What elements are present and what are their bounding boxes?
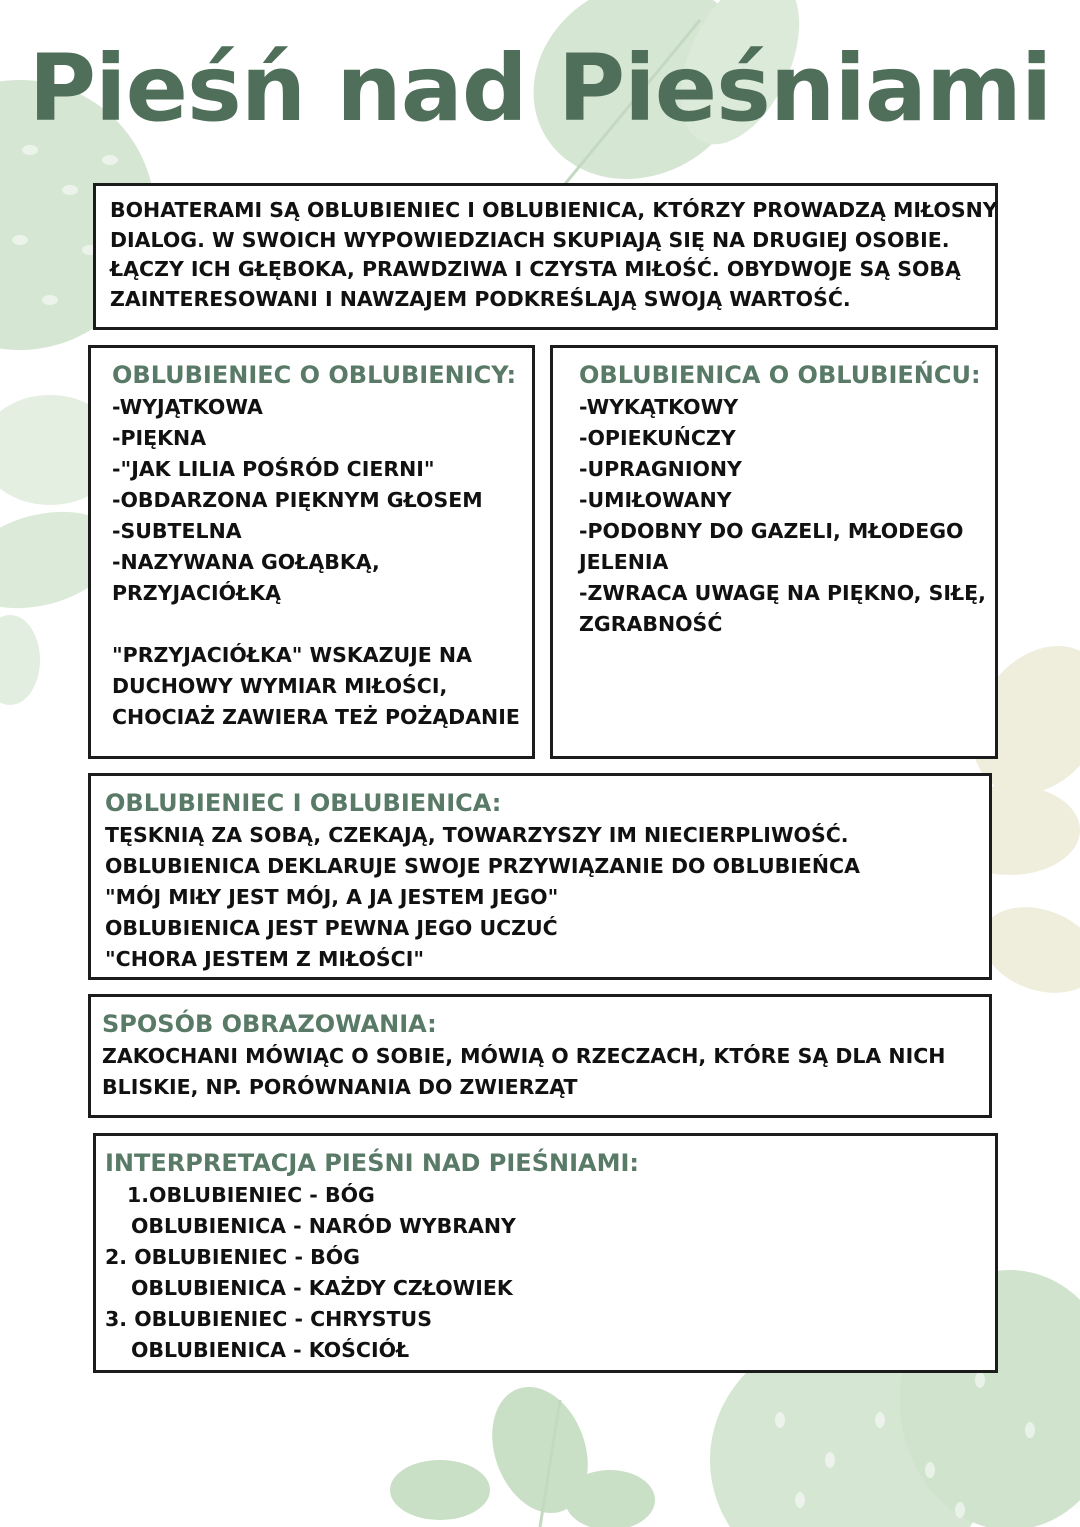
- list-item: -WYKĄTKOWY: [579, 395, 739, 419]
- text-line: TĘSKNIĄ ZA SOBĄ, CZEKAJĄ, TOWARZYSZY IM NIECIERPLIWOŚĆ.: [105, 823, 849, 847]
- interpretation-line: OBLUBIENICA - KOŚCIÓŁ: [131, 1338, 410, 1362]
- list-item: -PIĘKNA: [112, 426, 207, 450]
- intro-line: BOHATERAMI SĄ OBLUBIENIEC I OBLUBIENICA, KTÓRZY PROWADZĄ MIŁOSNY: [110, 198, 998, 222]
- list-item: -UMIŁOWANY: [579, 488, 732, 512]
- intro-line: ŁĄCZY ICH GŁĘBOKA, PRAWDZIWA I CZYSTA MIŁOŚĆ. OBYDWOJE SĄ SOBĄ: [110, 257, 961, 281]
- interpretation-line: 1.OBLUBIENIEC - BÓG: [127, 1183, 375, 1207]
- interpretation-line: 2. OBLUBIENIEC - BÓG: [105, 1245, 360, 1269]
- list-item: -NAZYWANA GOŁĄBKĄ,: [112, 550, 380, 574]
- oblubieniec-i-oblubienica-box: [88, 773, 992, 980]
- list-item: -OPIEKUŃCZY: [579, 426, 736, 450]
- intro-line: ZAINTERESOWANI I NAWZAJEM PODKREŚLAJĄ SWOJĄ WARTOŚĆ.: [110, 286, 851, 311]
- text-line: "MÓJ MIŁY JEST MÓJ, A JA JESTEM JEGO": [105, 885, 559, 909]
- list-item: -"JAK LILIA POŚRÓD CIERNI": [112, 457, 435, 481]
- list-item: -PODOBNY DO GAZELI, MŁODEGO: [579, 519, 964, 543]
- leaf-shape: [390, 1460, 490, 1520]
- list-item: -UPRAGNIONY: [579, 457, 742, 481]
- interpretation-line: OBLUBIENICA - KAŻDY CZŁOWIEK: [131, 1276, 513, 1300]
- sposob-obrazowania-box: [88, 994, 992, 1118]
- section-heading: OBLUBIENIEC O OBLUBIENICY:: [112, 361, 517, 389]
- page-title: Pieśń nad Pieśniami: [28, 35, 1052, 142]
- section-heading: SPOSÓB OBRAZOWANIA:: [102, 1010, 437, 1038]
- interpretation-line: 3. OBLUBIENIEC - CHRYSTUS: [105, 1307, 432, 1331]
- list-item: ZGRABNOŚĆ: [579, 612, 723, 636]
- text-line: "CHORA JESTEM Z MIŁOŚCI": [105, 947, 425, 971]
- section-heading: INTERPRETACJA PIEŚNI NAD PIEŚNIAMI:: [105, 1149, 639, 1177]
- text-line: OBLUBIENICA DEKLARUJE SWOJE PRZYWIĄZANIE DO OBLUBIEŃCA: [105, 854, 860, 878]
- list-item: PRZYJACIÓŁKĄ: [112, 581, 282, 605]
- oblubieniec-box: [88, 345, 535, 759]
- intro-box: [93, 183, 998, 330]
- note-line: "PRZYJACIÓŁKA" WSKAZUJE NA: [112, 643, 472, 667]
- intro-line: DIALOG. W SWOICH WYPOWIEDZIACH SKUPIAJĄ SIĘ NA DRUGIEJ OSOBIE.: [110, 227, 950, 252]
- note-line: DUCHOWY WYMIAR MIŁOŚCI,: [112, 674, 448, 698]
- section-heading: OBLUBIENIEC I OBLUBIENICA:: [105, 789, 502, 817]
- oblubienica-box: [550, 345, 998, 759]
- list-item: -WYJĄTKOWA: [112, 395, 263, 419]
- interpretacja-box: [93, 1133, 998, 1373]
- text-line: ZAKOCHANI MÓWIĄC O SOBIE, MÓWIĄ O RZECZACH, KTÓRE SĄ DLA NICH: [102, 1044, 946, 1068]
- section-heading: OBLUBIENICA O OBLUBIEŃCU:: [579, 361, 981, 389]
- text-line: OBLUBIENICA JEST PEWNA JEGO UCZUĆ: [105, 916, 558, 940]
- note-line: CHOCIAŻ ZAWIERA TEŻ POŻĄDANIE: [112, 705, 520, 729]
- list-item: -SUBTELNA: [112, 519, 242, 543]
- list-item: JELENIA: [579, 550, 669, 574]
- text-line: BLISKIE, NP. PORÓWNANIA DO ZWIERZĄT: [102, 1075, 578, 1099]
- list-item: -ZWRACA UWAGĘ NA PIĘKNO, SIŁĘ,: [579, 581, 986, 605]
- interpretation-line: OBLUBIENICA - NARÓD WYBRANY: [131, 1214, 516, 1238]
- list-item: -OBDARZONA PIĘKNYM GŁOSEM: [112, 488, 483, 512]
- leaf-shape: [0, 615, 40, 705]
